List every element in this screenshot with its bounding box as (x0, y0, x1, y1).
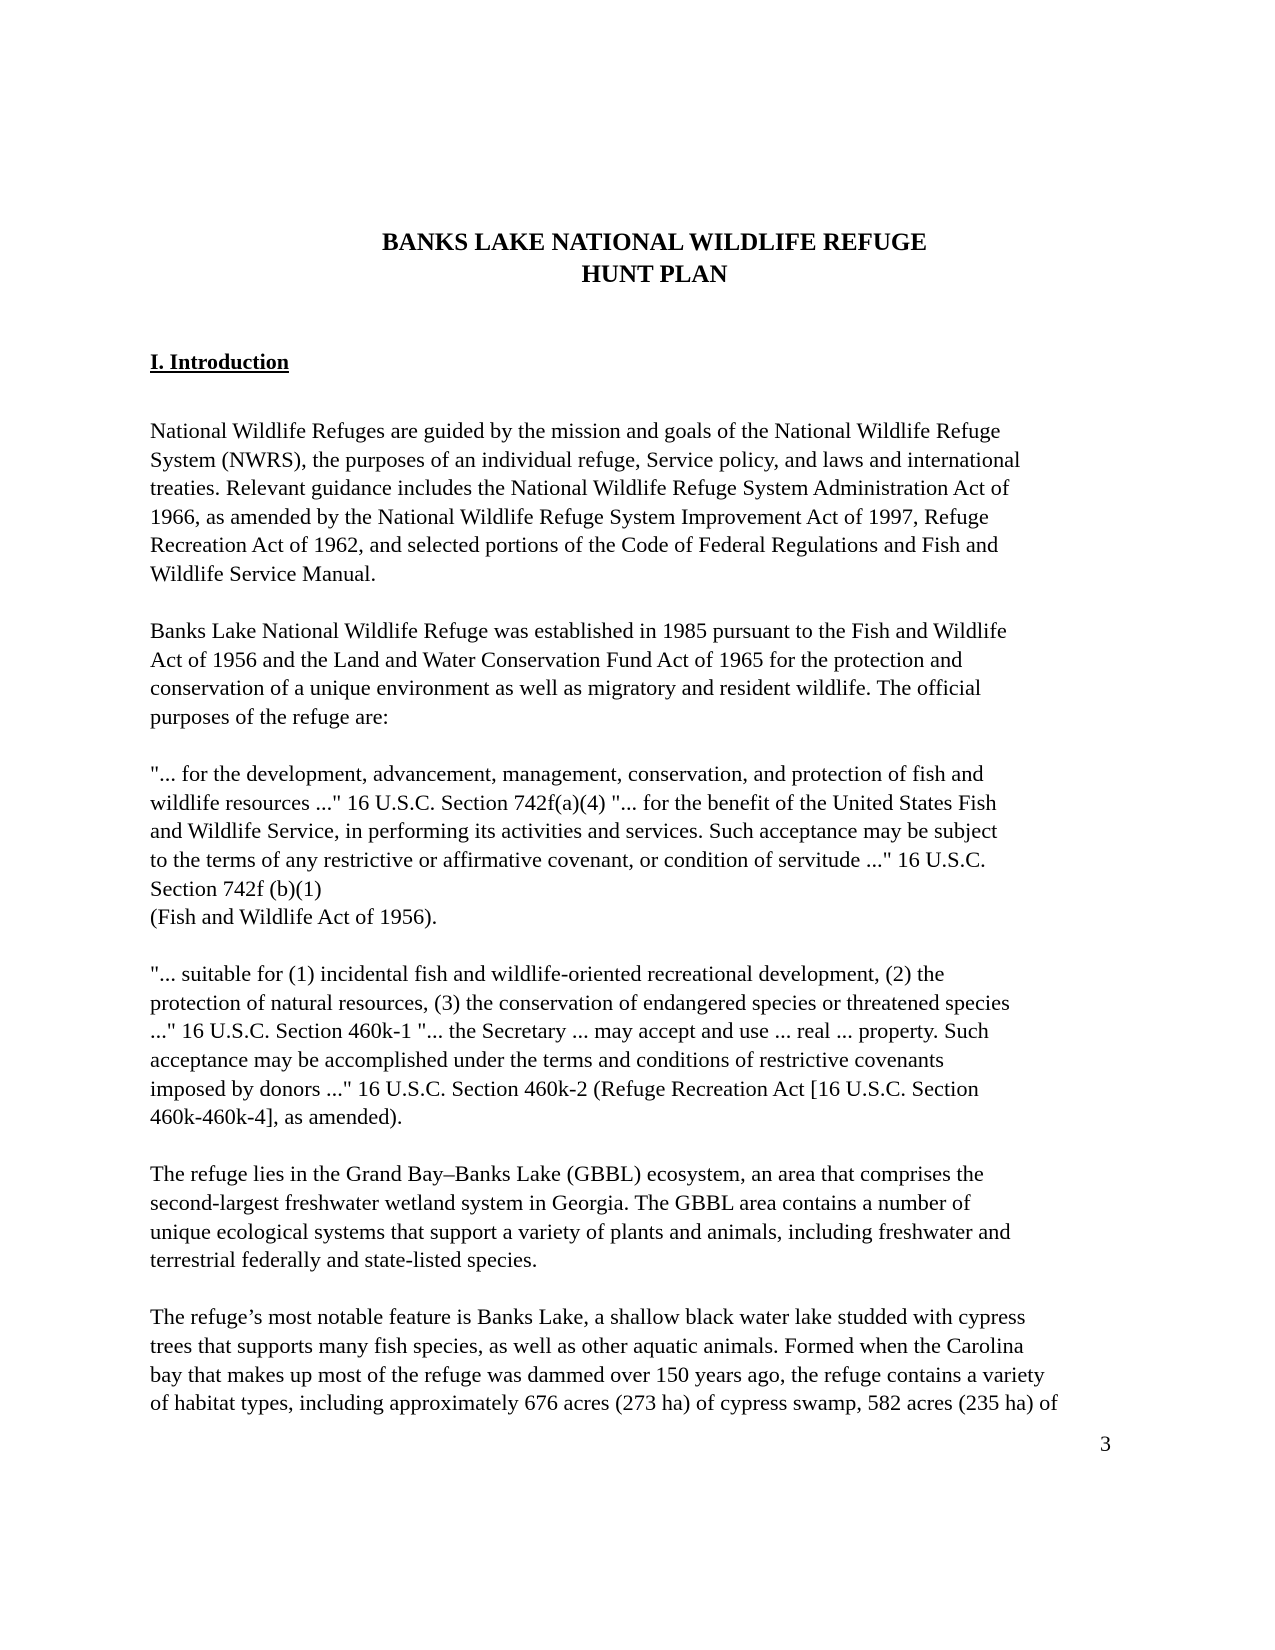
text-line: Wildlife Service Manual. (150, 560, 377, 586)
text-line: System (NWRS), the purposes of an individual refuge, Service policy, and laws and international (150, 446, 1021, 472)
text-line: trees that supports many fish species, as well as other aquatic animals. Formed when the Carolina (150, 1333, 1024, 1358)
text-line: protection of natural resources, (3) the conservation of endangered species or threatened species (150, 989, 1010, 1015)
body-text (150, 417, 1130, 1446)
text-line: terrestrial federally and state-listed species. (150, 1247, 538, 1273)
text-line: of habitat types, including approximately 676 acres (273 ha) of cypress swamp, 582 acres (235 ha) of (150, 1390, 1058, 1416)
text-line: Section 742f (b)(1) (150, 875, 322, 901)
text-line: wildlife resources ..." 16 U.S.C. Section 742f(a)(4) "... for the benefit of the United States Fish (150, 789, 997, 815)
text-line: imposed by donors ..." 16 U.S.C. Section 460k-2 (Refuge Recreation Act [16 U.S.C. Section (150, 1075, 979, 1101)
text-line: 1966, as amended by the National Wildlife Refuge System Improvement Act of 1997, Refuge (150, 503, 989, 529)
title-line-1: BANKS LAKE NATIONAL WILDLIFE REFUGE (381, 229, 928, 256)
text-line: National Wildlife Refuges are guided by the mission and goals of the National Wildlife Refuge (150, 418, 1001, 443)
text-line: ..." 16 U.S.C. Section 460k-1 "... the Secretary ... may accept and use ... real ... property. Such (150, 1018, 989, 1044)
text-line: acceptance may be accomplished under the terms and conditions of restrictive covenants (150, 1047, 944, 1073)
text-line: second-largest freshwater wetland system in Georgia. The GBBL area contains a number of (150, 1190, 971, 1216)
paragraph-refuge-guidance (150, 417, 1130, 589)
text-line: "... suitable for (1) incidental fish and wildlife-oriented recreational development, (2) the (150, 961, 945, 987)
text-line: The refuge lies in the Grand Bay–Banks Lake (GBBL) ecosystem, an area that comprises the (150, 1161, 984, 1187)
text-line: conservation of a unique environment as well as migratory and resident wildlife. The official (150, 675, 982, 701)
paragraph-ecosystem (150, 1160, 1130, 1274)
paragraph-purpose-quote-2 (150, 960, 1130, 1132)
title-line-2: HUNT PLAN (581, 261, 728, 288)
text-line: 460k-460k-4], as amended). (150, 1104, 403, 1130)
text-line: treaties. Relevant guidance includes the National Wildlife Refuge System Administration Act of (150, 475, 1010, 501)
document-title (0, 227, 1275, 291)
text-line: Banks Lake National Wildlife Refuge was established in 1985 pursuant to the Fish and Wildlife (150, 618, 1007, 644)
paragraph-establishment (150, 617, 1130, 731)
text-line: The refuge’s most notable feature is Banks Lake, a shallow black water lake studded with cypress (150, 1304, 1026, 1330)
text-line: and Wildlife Service, in performing its activities and services. Such acceptance may be subject (150, 818, 998, 844)
text-line: unique ecological systems that support a variety of plants and animals, including freshwater and (150, 1218, 1011, 1244)
text-line: Recreation Act of 1962, and selected portions of the Code of Federal Regulations and Fish and (150, 532, 999, 558)
paragraph-purpose-quote-1 (150, 760, 1130, 932)
text-line: Act of 1956 and the Land and Water Conservation Fund Act of 1965 for the protection and (150, 646, 963, 672)
text-line: bay that makes up most of the refuge was dammed over 150 years ago, the refuge contains a variety (150, 1361, 1045, 1387)
paragraph-banks-lake-feature (150, 1303, 1130, 1417)
text-line: to the terms of any restrictive or affirmative covenant, or condition of servitude ..." 16 U.S.C. (150, 846, 986, 872)
section-heading-introduction: I. Introduction (150, 349, 289, 374)
text-line: "... for the development, advancement, management, conservation, and protection of fish and (150, 761, 984, 787)
text-line: (Fish and Wildlife Act of 1956). (150, 904, 438, 930)
text-line: purposes of the refuge are: (150, 703, 389, 729)
page-number: 3 (1100, 1431, 1111, 1456)
